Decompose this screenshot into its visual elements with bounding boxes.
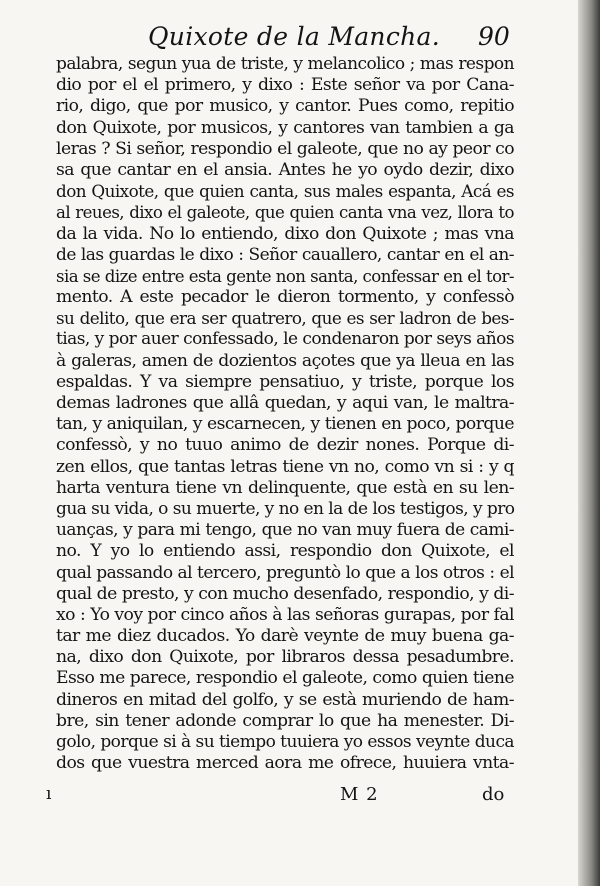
text-line: demas ladrones que allâ quedan, y aqui van, le maltra- [56,393,514,413]
text-line: de las guardas le dixo : Señor cauallero, cantar en el an- [56,244,514,265]
running-head [0,22,578,54]
text-line: qual passando al tercero, preguntò lo que a los otros : el [56,562,514,583]
text-line: tan, y aniquilan, y escarnecen, y tienen en poco, porque [56,414,514,435]
text-line: don Quixote, por musicos, y cantores van tambien a ga [56,117,514,138]
text-line: zen ellos, que tantas letras tiene vn no, como vn si : y q [56,456,514,477]
text-line: à galeras, amen de dozientos açotes que ya lleua en las [56,350,514,371]
text-line: Esso me parece, respondio el galeote, como quien tiene [56,668,514,689]
text-line: mento. A este pecador le dieron tormento, y confessò [56,287,514,308]
text-line: leras ? Si señor, respondio el galeote, que no ay peor co [56,138,514,159]
text-line: dineros en mitad del golfo, y se està muriendo de ham- [56,689,514,710]
text-line: palabra, segun yua de triste, y melancolico ; mas respon [56,54,514,74]
text-line: xo : Yo voy por cinco años à las señoras gurapas, por fal [56,604,514,625]
text-line: rio, digo, que por musico, y cantor. Pues como, repitio [56,96,514,117]
text-line: na, dixo don Quixote, por libraros dessa pesadumbre. [56,647,514,668]
text-line: su delito, que era ser quatrero, que es ser ladron de bes- [56,308,514,329]
text-line: tar me diez ducados. Yo darè veynte de muy buena ga- [56,626,514,647]
text-line: sia se dize entre esta gente non santa, confessar en el tor- [56,266,514,286]
text-line: no. Y yo lo entiendo assi, respondio don Quixote, el [56,541,514,562]
running-title: Quixote de la Mancha. [148,22,440,51]
text-line: espaldas. Y va siempre pensatiuo, y triste, porque los [56,371,514,392]
text-line: dos que vuestra merced aora me ofrece, huuiera vnta- [56,753,514,774]
text-line: tias, y por auer confessado, le condenaron por seys años [56,329,514,350]
text-line: al reues, dixo el galeote, que quien canta vna vez, llora to [56,203,514,223]
text-line: dio por el el primero, y dixo : Este señor va por Cana- [56,75,514,96]
text-line: don Quixote, que quien canta, sus males espanta, Acá es [56,181,514,202]
text-line: uanças, y para mi tengo, que no van muy fuera de cami- [56,520,514,541]
text-line: da la vida. No lo entiendo, dixo don Quixote ; mas vna [56,223,514,244]
text-line: gua su vida, o su muerte, y no en la de los testigos, y pro [56,498,515,519]
signature-mark: M 2 [340,784,379,805]
text-line: confessò, y no tuuo animo de dezir nones. Porque di- [56,435,514,456]
body-text [56,54,514,774]
catchword: do [482,784,505,805]
text-line: sa que cantar en el ansia. Antes he yo oydo dezir, dixo [56,159,514,180]
text-line: golo, porque si à su tiempo tuuiera yo essos veynte duca [56,732,514,752]
page-number: 90 [478,22,510,51]
text-line: bre, sin tener adonde comprar lo que ha menester. Di- [56,710,514,731]
margin-mark: ı [46,784,52,804]
text-line: qual de presto, y con mucho desenfado, respondio, y di- [56,583,514,604]
page-gutter-shadow [578,0,600,886]
text-line: harta ventura tiene vn delinquente, que està en su len- [56,477,514,498]
page-footer [0,784,578,812]
